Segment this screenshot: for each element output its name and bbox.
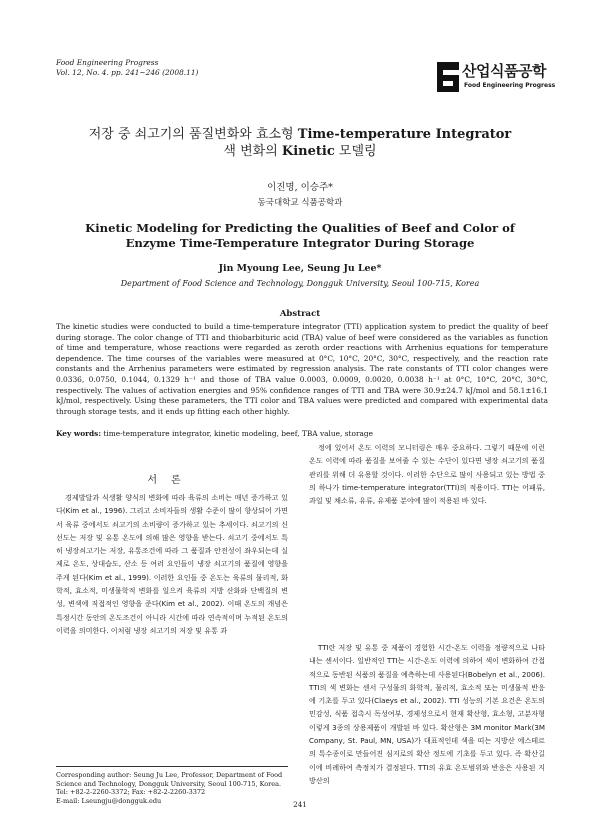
footnote-line-1: Corresponding author: Seung Ju Lee, Professor, Department of Food bbox=[56, 771, 283, 779]
body-right-paragraph-1: 정에 있어서 온도 이력의 모니터링은 매우 중요하다. 그렇기 때문에 이런 온도 이력에 따라 품질을 보여줄 수 있는 수단이 있다면 냉장 쇠고기의 품질관리를 위해 더 유용할 것이다. 이러한 수단으로 많이 사용되고 있는 방법 중의 하나가 time-temperature integrator(TTI)의 적용이다. TTI는 어패류, 과일 및 채소류, 유류, 유제품 분야에 많이 적용된 바 있다. bbox=[309, 443, 545, 506]
title-ko-line1-en: Time-temperature Integrator bbox=[297, 127, 512, 142]
journal-logo bbox=[437, 60, 556, 94]
section-heading-introduction: 서론 bbox=[147, 475, 195, 486]
keywords-text: time-temperature integrator, kinetic modeling, beef, TBA value, storage bbox=[103, 429, 374, 438]
title-en-line1: Kinetic Modeling for Predicting the Qualities of Beef and Color of bbox=[85, 221, 515, 235]
title-en-line2: Enzyme Time-Temperature Integrator During Storage bbox=[125, 236, 475, 250]
title-korean bbox=[56, 126, 544, 160]
keywords-label: Key words: bbox=[56, 429, 102, 438]
keywords bbox=[56, 429, 548, 438]
logo-english-text: Food Engineering Progress bbox=[464, 82, 556, 89]
abstract-text: The kinetic studies were conducted to build a time-temperature integrator (TTI) application system to predict the quality of beef during storage. The color change of TTI and thiobarbituric acid (TBA) value of beef were considered as the variables as function of time and temperature, whose reactions were regarded as zeroth order reactions with Arrhenius equations for temperature dependence. The time courses of the variables were measured at 0°C, 10°C, 20°C, 30°C, respectively, and the reaction rate constants and the Arrhenius parameters were estimated by regression analysis. The rate constants of TTI color changes were 0.0336, 0.0750, 0.1044, 0.1329 h⁻¹ and those of TBA value 0.0003, 0.0009, 0.0020, 0.0038 h⁻¹ at 0°C, 10°C, 20°C, 30°C, respectively. The values of activation energies and 95% confidence ranges of TTI and TBA were 30.9±24.7 kJ/mol and 58.1±16.1 kJ/mol, respectively. Using these parameters, the TTI color and TBA values were predicted and compared with experimental data through storage tests, and it ends up fitting each other highly. bbox=[56, 322, 548, 416]
title-ko-line2-ko-b: 모델링 bbox=[338, 144, 377, 159]
title-ko-line1-ko: 저장 중 쇠고기의 품질변화와 효소형 bbox=[88, 127, 294, 142]
title-ko-line2-ko-a: 색 변화의 bbox=[223, 144, 278, 159]
body-right-paragraph-2: TTI란 저장 및 유통 중 제품이 경험한 시간-온도 이력을 정량적으로 나타내는 센서이다. 일반적인 TTI는 시간-온도 이력에 의하여 색이 변화하여 간접적으로 동반된 식품의 품질을 예측하는데 사용된다(Bobelyn et al., 2006). TTI의 색 변화는 센서 구성물의 화학적, 물리적, 효소적 또는 미생물적 반응에 기초를 두고 있다(Claeys et al., 2002). TTI 성능의 기본 요건은 온도의 민감성, 식품 접촉시 독성여부, 경제성으로서 현재 확산형, 효소형, 고분자형 이렇게 3종의 상용제품이 개발된 바 있다. 확산형은 3M monitor Mark(3M Company, St. Paul, MN, USA)가 대표적인데 색을 띠는 지방산 에스테르의 특수종이로 만들어진 심지로의 확산 정도에 기초를 두고 있다. 즉 확산길이에 비례하여 측정치가 결정된다. TTI의 유효 온도범위와 반응은 사용된 지방산의 bbox=[309, 643, 545, 785]
footnote-email: E-mail: Lseungju@dongguk.edu bbox=[56, 796, 162, 805]
page-number: 241 bbox=[293, 800, 307, 809]
footnote-line-2: Science and Technology, Dongguk University, Seoul 100-715, Korea. bbox=[56, 779, 282, 788]
affiliation-english: Department of Food Science and Technology, Dongguk University, Seoul 100-715, Korea bbox=[120, 279, 480, 288]
authors-korean: 이진명, 이승주* bbox=[267, 182, 333, 193]
title-ko-line2-en: Kinetic bbox=[281, 144, 335, 159]
logo-korean-text: 산업식품공학 bbox=[462, 62, 546, 80]
journal-volume: Vol. 12, No. 4. pp. 241~246 (2008.11) bbox=[56, 67, 199, 77]
footnote-divider bbox=[56, 766, 288, 767]
body-left-column: 경제발달과 식생활 양식의 변화에 따라 육류의 소비는 매년 증가하고 있다(Kim et al., 1996). 그리고 소비자들의 생활 수준이 많이 향상되어 가면서 육류 중에서도 쇠고기의 소비량이 증가하고 있는 추세이다. 쇠고기의 신선도는 저장 및 유통 온도에 의해 많은 영향을 받는다. 쇠고기 중에서도 특히 냉장쇠고기는 저장, 유통조건에 따라 그 품질과 안전성이 좌우되는데 실제로 온도, 상대습도, 산소 등 여러 요인들이 냉장 쇠고기의 품질에 영향을 주게 된다(Kim et al., 1999). 이러한 요인들 중 온도는 육류의 물리적, 화학적, 효소적, 미생물학적 변화를 일으켜 육류의 지방 산화와 단백질의 변성, 변색에 직접적인 영향을 준다(Kim et al., 2002). 이때 온도의 개념은 특정시간 동안의 온도조건이 아니라 시간에 따라 연속적이며 누적된 온도의 이력을 의미한다. 이처럼 냉장 쇠고기의 저장 및 유통 과 bbox=[56, 493, 288, 635]
authors-english: Jin Myoung Lee, Seung Ju Lee* bbox=[218, 263, 382, 274]
abstract-heading: Abstract bbox=[279, 309, 321, 319]
title-english bbox=[56, 221, 544, 251]
footnote-line-3: Tel: +82-2-2260-3372; Fax: +82-2-2260-3372 bbox=[56, 788, 206, 797]
logo-f-icon bbox=[437, 62, 459, 92]
affiliation-korean: 동국대학교 식품공학과 bbox=[257, 198, 343, 208]
corresponding-author-footnote bbox=[56, 771, 292, 805]
journal-header bbox=[56, 58, 198, 77]
journal-name: Food Engineering Progress bbox=[56, 58, 159, 67]
